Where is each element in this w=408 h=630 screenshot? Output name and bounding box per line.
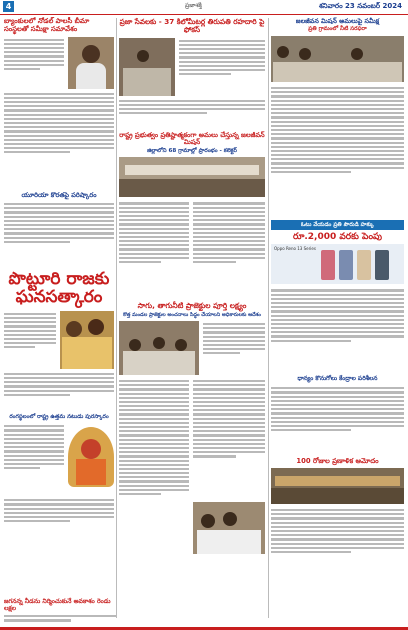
- text-line: [203, 327, 265, 329]
- text-line: [4, 51, 64, 53]
- text-line: [271, 167, 404, 169]
- text-line: [193, 207, 265, 209]
- text-line: [4, 446, 64, 448]
- text-line: [193, 384, 265, 386]
- headline: ధాన్యం కొనుగోలు కేంద్రాల పరిశీలన: [297, 375, 378, 383]
- text-line: [119, 468, 189, 470]
- text-line: [271, 522, 404, 524]
- text-line: [119, 455, 189, 457]
- deity-photo: [68, 427, 114, 487]
- text-line: [4, 207, 114, 209]
- text-line: [4, 68, 40, 70]
- text-line: [119, 223, 189, 225]
- text-line: [119, 104, 265, 106]
- text-line: [193, 223, 265, 225]
- article-body: [119, 200, 189, 298]
- article-body: [4, 311, 56, 369]
- text-line: [4, 147, 114, 149]
- text-line: [119, 434, 189, 436]
- text-line: [4, 118, 114, 120]
- text-line: [271, 112, 404, 114]
- text-line: [119, 489, 189, 491]
- text-line: [4, 346, 35, 348]
- text-line: [271, 526, 404, 528]
- text-line: [4, 425, 64, 427]
- date-line: శనివారం 23 నవంబర్ 2024: [318, 2, 402, 10]
- text-line: [193, 418, 265, 420]
- text-line: [4, 151, 70, 153]
- text-line: [4, 228, 114, 230]
- text-line: [193, 409, 265, 411]
- text-line: [193, 439, 265, 441]
- text-line: [271, 91, 404, 93]
- headline: రూ.2,000 వరకు పెంపు: [293, 232, 382, 243]
- text-line: [119, 480, 189, 482]
- text-line: [119, 236, 189, 238]
- text-line: [4, 455, 64, 457]
- text-line: [271, 421, 404, 423]
- text-line: [193, 434, 265, 436]
- page-header: [0, 0, 408, 15]
- text-line: [4, 105, 114, 107]
- text-line: [4, 338, 56, 340]
- headline: సాగు, తాగునీటి ప్రాజెక్టుల పూర్తి లక్ష్యం: [137, 301, 247, 311]
- text-line: [4, 381, 114, 383]
- text-line: [4, 317, 56, 319]
- news-photo: [271, 36, 404, 82]
- text-line: [271, 391, 404, 393]
- text-line: [119, 112, 207, 114]
- text-line: [4, 203, 114, 205]
- text-line: [4, 373, 114, 375]
- text-line: [179, 65, 265, 67]
- article-body: [4, 37, 64, 89]
- text-line: [119, 211, 189, 213]
- news-photo: [119, 38, 175, 96]
- text-line: [271, 509, 404, 511]
- text-line: [193, 430, 265, 432]
- text-line: [271, 547, 404, 549]
- text-line: [119, 476, 189, 478]
- column-right: [271, 18, 404, 581]
- text-line: [119, 426, 189, 428]
- text-line: [4, 394, 70, 396]
- column-left: [4, 18, 114, 537]
- text-line: [119, 422, 189, 424]
- text-line: [4, 97, 114, 99]
- text-line: [179, 56, 265, 58]
- text-line: [119, 253, 189, 255]
- text-line: [271, 100, 404, 102]
- text-line: [193, 401, 265, 403]
- text-line: [4, 429, 64, 431]
- text-line: [271, 396, 404, 398]
- advert-title: Oppo Reno 13 Series: [274, 246, 316, 252]
- text-line: [119, 240, 189, 242]
- text-line: [4, 377, 114, 379]
- text-line: [193, 413, 265, 415]
- text-line: [203, 340, 265, 342]
- text-line: [193, 215, 265, 217]
- text-line: [271, 538, 404, 540]
- text-line: [4, 93, 114, 95]
- article-body: [4, 423, 64, 495]
- text-line: [271, 129, 404, 131]
- text-line: [119, 207, 189, 209]
- text-line: [271, 323, 404, 325]
- article-body: [203, 321, 265, 375]
- text-line: [193, 261, 236, 263]
- text-line: [119, 439, 189, 441]
- text-line: [271, 327, 404, 329]
- text-line: [119, 232, 189, 234]
- text-line: [4, 130, 114, 132]
- text-line: [203, 336, 265, 338]
- text-line: [119, 401, 189, 403]
- text-line: [119, 244, 189, 246]
- text-line: [179, 52, 265, 54]
- text-line: [119, 228, 189, 230]
- text-line: [193, 393, 265, 395]
- text-line: [271, 289, 404, 291]
- article-body: [193, 378, 265, 498]
- text-line: [193, 219, 265, 221]
- text-line: [193, 380, 265, 382]
- text-line: [271, 294, 404, 296]
- text-line: [4, 122, 114, 124]
- text-line: [119, 215, 189, 217]
- text-line: [179, 40, 265, 42]
- text-line: [4, 109, 114, 111]
- column-divider: [268, 18, 269, 618]
- article-body: [271, 507, 404, 581]
- text-line: [193, 244, 265, 246]
- text-line: [4, 438, 64, 440]
- text-line: [193, 211, 265, 213]
- text-line: [193, 388, 265, 390]
- text-line: [4, 450, 64, 452]
- text-line: [193, 253, 265, 255]
- text-line: [119, 100, 265, 102]
- text-line: [119, 460, 189, 462]
- text-line: [203, 323, 265, 325]
- text-line: [4, 139, 114, 141]
- text-line: [4, 64, 64, 66]
- text-line: [4, 143, 114, 145]
- news-photo: [119, 321, 199, 375]
- text-line: [271, 530, 404, 532]
- text-line: [203, 331, 265, 333]
- text-line: [119, 388, 189, 390]
- text-line: [271, 171, 351, 173]
- text-line: [271, 158, 404, 160]
- article-body: [193, 200, 265, 298]
- text-line: [271, 387, 404, 389]
- text-line: [271, 551, 351, 553]
- text-line: [271, 125, 404, 127]
- text-line: [179, 44, 265, 46]
- text-line: [119, 418, 189, 420]
- text-line: [4, 114, 114, 116]
- text-line: [119, 261, 161, 263]
- text-line: [193, 455, 236, 457]
- text-line: [4, 390, 114, 392]
- text-line: [4, 499, 114, 501]
- headline: రంగస్థలంలో రాష్ట్ర ఉత్తమ నటుడు పురస్కారం: [9, 413, 109, 420]
- text-line: [119, 493, 161, 495]
- text-line: [271, 400, 404, 402]
- text-line: [271, 104, 404, 106]
- text-line: [119, 202, 189, 204]
- article-body: [179, 38, 265, 96]
- text-line: [119, 219, 189, 221]
- text-line: [4, 135, 114, 137]
- text-line: [271, 315, 404, 317]
- article-body: [271, 85, 404, 217]
- text-line: [119, 430, 189, 432]
- text-line: [119, 464, 189, 466]
- text-line: [119, 405, 189, 407]
- text-line: [271, 408, 404, 410]
- text-line: [271, 404, 404, 406]
- text-line: [119, 248, 189, 250]
- text-line: [4, 39, 64, 41]
- masthead: ప్రజాశక్తి: [185, 2, 202, 9]
- text-line: [179, 73, 231, 75]
- text-line: [4, 463, 64, 465]
- text-line: [271, 95, 404, 97]
- news-photo: [271, 468, 404, 504]
- section-box: ఓటు వేయడం ప్రతి పౌరుడి హక్కు: [271, 220, 404, 230]
- text-line: [4, 459, 64, 461]
- article-body: [119, 378, 189, 554]
- text-line: [271, 310, 404, 312]
- page-number: 4: [3, 1, 14, 12]
- phone-advert: [271, 244, 404, 284]
- text-line: [119, 397, 189, 399]
- text-line: [271, 150, 404, 152]
- text-line: [4, 619, 71, 621]
- text-line: [271, 154, 404, 156]
- text-line: [119, 257, 189, 259]
- text-line: [193, 248, 265, 250]
- text-line: [271, 425, 404, 427]
- headline: ప్రజా సేవలకు - 37 కిలోమీటర్ల తిరుపతి రహదారి పై ఫోకస్: [119, 17, 265, 35]
- headline: రాష్ట్ర ప్రభుత్వం ప్రతిష్టాత్మకంగా అమలు చేస్తున్న జలజీవన్ మిషన్: [119, 130, 265, 147]
- text-line: [271, 543, 404, 545]
- text-line: [4, 216, 114, 218]
- text-line: [271, 513, 404, 515]
- text-line: [179, 69, 265, 71]
- text-line: [4, 520, 70, 522]
- text-line: [4, 467, 40, 469]
- text-line: [4, 503, 114, 505]
- headline: జగనన్న నీడను నిర్మించుకునే అవకాశం రెండు లక్షల: [4, 598, 111, 613]
- headline: బ్యాంకులలో నోడల్ పాలసీ బీమా సంస్థల‌తో సమీక్షా సమావేశం: [4, 17, 90, 33]
- article-body: [271, 385, 404, 455]
- text-line: [4, 325, 56, 327]
- text-line: [4, 220, 114, 222]
- text-line: [193, 240, 265, 242]
- text-line: [271, 146, 404, 148]
- text-line: [271, 517, 404, 519]
- text-line: [4, 47, 64, 49]
- news-photo: [193, 502, 265, 554]
- text-line: [4, 321, 56, 323]
- text-line: [203, 352, 240, 354]
- text-line: [203, 348, 265, 350]
- text-line: [4, 126, 114, 128]
- text-line: [193, 426, 265, 428]
- text-line: [4, 434, 64, 436]
- text-line: [271, 306, 404, 308]
- text-line: [203, 344, 265, 346]
- text-line: [193, 257, 265, 259]
- text-line: [271, 133, 404, 135]
- article-body: [4, 613, 116, 627]
- text-line: [271, 534, 404, 536]
- text-line: [179, 48, 265, 50]
- text-line: [119, 409, 189, 411]
- headline: జలజీవన మిషన్ అమలుపై సమీక్ష: [295, 17, 380, 25]
- article-body: [4, 497, 114, 537]
- text-line: [4, 342, 56, 344]
- text-line: [4, 442, 64, 444]
- text-line: [4, 334, 56, 336]
- text-line: [193, 232, 265, 234]
- group-photo: [119, 157, 265, 197]
- text-line: [193, 236, 265, 238]
- article-body: [4, 91, 114, 189]
- text-line: [4, 101, 114, 103]
- text-line: [193, 202, 265, 204]
- text-line: [4, 615, 116, 617]
- article-body: [271, 287, 404, 373]
- text-line: [179, 61, 265, 63]
- text-line: [4, 385, 114, 387]
- headline-large: పొట్టూరి రాజకు ఘనసత్కారం: [8, 269, 110, 307]
- text-line: [271, 340, 351, 342]
- news-photo: [60, 311, 114, 369]
- text-line: [119, 393, 189, 395]
- text-line: [193, 397, 265, 399]
- text-line: [119, 413, 189, 415]
- text-line: [271, 142, 404, 144]
- subheadline: జిల్లాలోని 68 గ్రామాల్లో ప్రారంభం - కలెక్టర్: [147, 147, 237, 154]
- text-line: [271, 412, 404, 414]
- article-body: [4, 201, 114, 265]
- text-line: [271, 417, 404, 419]
- text-line: [4, 237, 114, 239]
- text-line: [271, 87, 404, 89]
- text-line: [193, 447, 265, 449]
- text-line: [4, 232, 114, 234]
- text-line: [193, 405, 265, 407]
- headline: యూరియా కొరతపై పరిష్కారం: [21, 190, 97, 199]
- text-line: [4, 330, 56, 332]
- text-line: [193, 422, 265, 424]
- text-line: [271, 335, 404, 337]
- text-line: [4, 211, 114, 213]
- text-line: [4, 224, 114, 226]
- news-photo: [68, 37, 114, 89]
- text-line: [119, 443, 189, 445]
- article-body: [119, 98, 265, 128]
- text-line: [4, 241, 70, 243]
- text-line: [119, 380, 189, 382]
- article-body: [4, 371, 114, 411]
- text-line: [271, 116, 404, 118]
- text-line: [271, 319, 404, 321]
- column-center: [119, 18, 265, 554]
- text-line: [119, 485, 189, 487]
- text-line: [4, 43, 64, 45]
- text-line: [271, 137, 404, 139]
- text-line: [193, 451, 265, 453]
- footer-story: [4, 598, 116, 627]
- text-line: [4, 512, 114, 514]
- text-line: [4, 508, 114, 510]
- text-line: [271, 108, 404, 110]
- text-line: [4, 516, 114, 518]
- text-line: [119, 108, 265, 110]
- text-line: [119, 451, 189, 453]
- text-line: [271, 429, 351, 431]
- text-line: [119, 472, 189, 474]
- text-line: [271, 121, 404, 123]
- text-line: [4, 313, 56, 315]
- text-line: [271, 331, 404, 333]
- text-line: [4, 60, 64, 62]
- column-divider: [116, 18, 117, 618]
- text-line: [193, 228, 265, 230]
- text-line: [271, 302, 404, 304]
- subheadline: కొత్త మండల ప్రాజెక్టుల అంచనాలు సిద్ధం చేయాలని అధికారులకు ఆదేశం: [123, 311, 261, 318]
- subheadline: ప్రతి గ్రామంలో నీటి సరఫరా: [308, 26, 367, 33]
- text-line: [119, 384, 189, 386]
- text-line: [4, 55, 64, 57]
- headline: 100 రోజుల ప్రణాళిక ఆమోదం: [296, 457, 379, 466]
- text-line: [271, 162, 404, 164]
- text-line: [119, 447, 189, 449]
- text-line: [193, 443, 265, 445]
- text-line: [271, 298, 404, 300]
